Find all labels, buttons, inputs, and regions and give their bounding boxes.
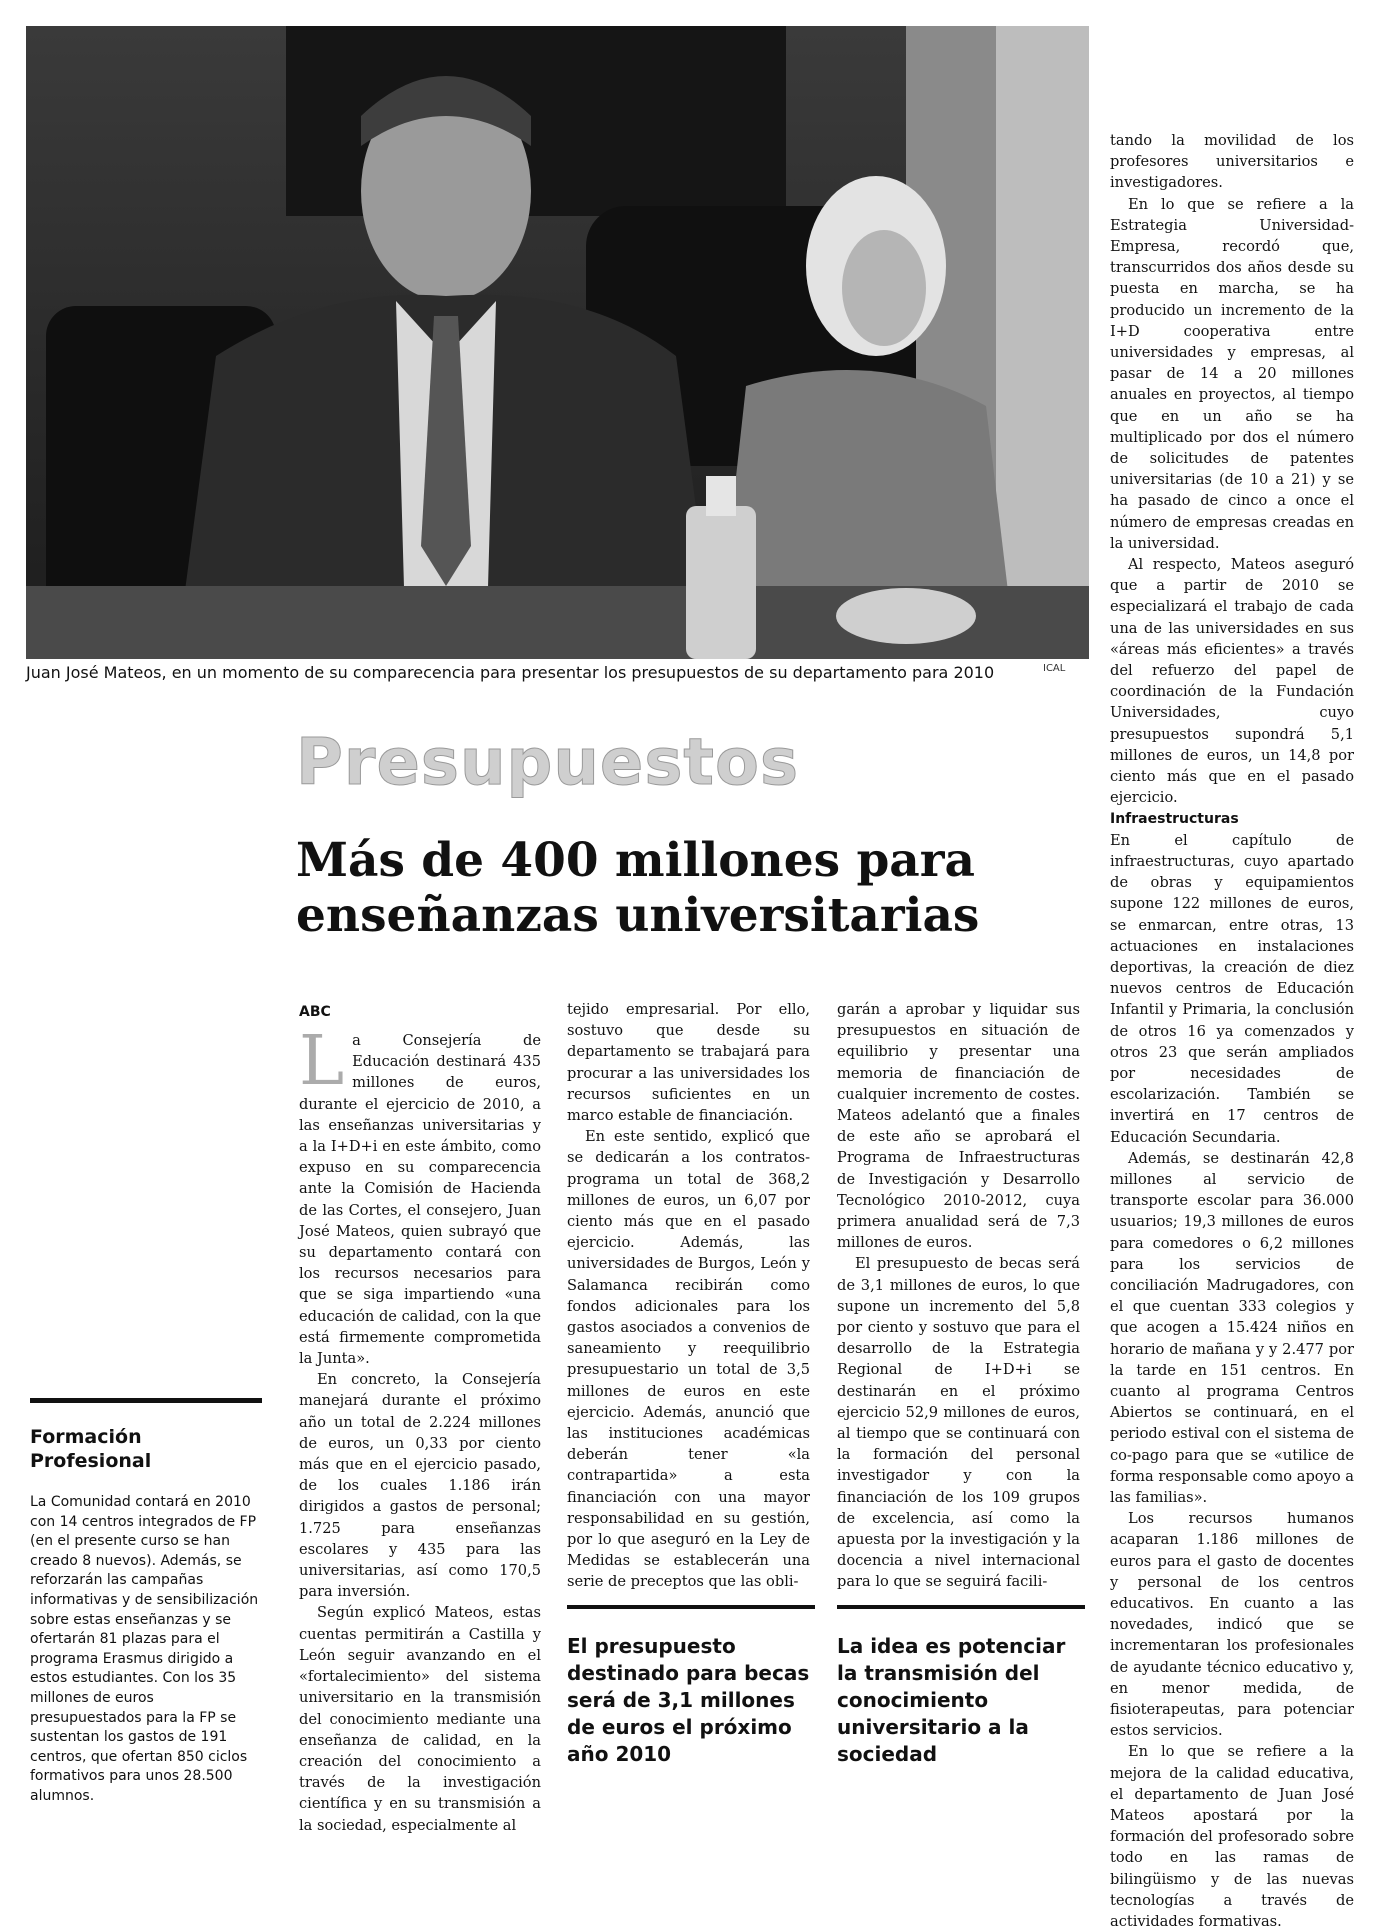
- article-paragraph: La Consejería de Educación destinará 435 millones de euros, durante el ejercicio de 2010, a las enseñanzas universitarias y a la I+D+i en este ámbito, como expuso en su comparecencia ante la Comisión de Hacienda de las Cortes, el consejero, Juan José Mateos, quien subrayó que su departamento contará con los recursos necesarios para que se siga impartiendo «una educación de calidad, con la que está firmemente comprometida la Junta».: [299, 1022, 541, 1368]
- pull-quote: La idea es potenciar la transmisión del conocimiento universitario a la sociedad: [837, 1605, 1085, 1768]
- article-paragraph: En el capítulo de infraestructuras, cuyo apartado de obras y equipamientos supone 122 millones de euros, se enmarcan, entre otras, 13 actuaciones en instalaciones deportivas, la creación de diez nuevos centros de Educación Infantil y Primaria, la conclusión de otros 16 ya comenzados y otros 23 que serán ampliados por necesidades de escolarización. También se invertirá en 17 centros de Educación Secundaria.: [1110, 831, 1354, 1146]
- pull-quote: El presupuesto destinado para becas será de 3,1 millones de euros el próximo año 2010: [567, 1605, 815, 1768]
- article-paragraph: Los recursos humanos acaparan 1.186 millones de euros para el gasto de docentes y personal de los centros educativos. En cuanto a las novedades, indicó que se incrementaran los profesionales de ayudante técnico educativo y, en menor medida, de fisioterapeutas, para potenciar estos servicios.: [1110, 1510, 1354, 1740]
- article-paragraph: En lo que se refiere a la mejora de la calidad educativa, el departamento de Juan José Mateos apostará por la formación del profesorado sobre todo en las ramas de bilingüismo y de las nuevas tecnologías a través de actividades formativas.: [1110, 1743, 1354, 1931]
- photo-illustration: [26, 26, 1089, 659]
- article-column-3: [837, 999, 1080, 1593]
- article-paragraph: El presupuesto de becas será de 3,1 millones de euros, lo que supone un incremento del 5,8 por ciento y sostuvo que para el desarrollo de la Estrategia Regional de I+D+i se destinarán en el próximo ejercicio 52,9 millones de euros, al tiempo que se continuará con la formación del personal investigador y con la financiación de los 109 grupos de excelencia, así como la apuesta por la investigación y la docencia a nivel internacional para lo que se seguirá facili-: [837, 1255, 1080, 1591]
- article-paragraph: Según explicó Mateos, estas cuentas permitirán a Castilla y León seguir avanzando en el «fortalecimiento» del sistema universitario en la transmisión del conocimiento mediante una enseñanza de calidad, en la creación del conocimiento a través de la investigación científica y en su transmisión a la sociedad, especialmente al: [299, 1604, 541, 1834]
- sidebar-body: La Comunidad contará en 2010 con 14 centros integrados de FP (en el presente curso se han creado 8 nuevos). Además, se reforzarán las campañas informativas y de sensibilización sobre estas enseñanzas y se ofertarán 81 plazas para el programa Erasmus dirigido a estos estudiantes. Con los 35 millones de euros presupuestados para la FP se sustentan los gastos de 191 centros, que ofertan 850 ciclos formativos para unos 28.500 alumnos.: [30, 1494, 259, 1804]
- article-subhead: Infraestructuras: [1110, 810, 1239, 827]
- news-photo: [26, 26, 1089, 659]
- article-paragraph: Al respecto, Mateos aseguró que a partir de 2010 se especializará el trabajo de cada una de las universidades en sus «áreas más eficientes» a través del refuerzo del papel de coordinación de la Fundación Universidades, cuyo presupuestos supondrá 5,1 millones de euros, un 14,8 por ciento más que en el pasado ejercicio.: [1110, 556, 1354, 807]
- article-paragraph: tejido empresarial. Por ello, sostuvo que desde su departamento se trabajará para procurar a las universidades los recursos suficientes en un marco estable de financiación.: [567, 1001, 810, 1125]
- article-paragraph: Además, se destinarán 42,8 millones al servicio de transporte escolar para 36.000 usuarios; 19,3 millones de euros para comedores o 6,2 millones para los servicios de conciliación Madrugadores, con el que cuentan 333 colegios y que acogen a 15.424 niños en horario de mañana y y 2.477 por la tarde en 151 centros. En cuanto al programa Centros Abiertos se continuará, en el periodo estival con el sistema de co-pago para que se «utilice de forma responsable como apoyo a las familias».: [1110, 1149, 1354, 1506]
- article-paragraph: garán a aprobar y liquidar sus presupuestos en situación de equilibrio y presentar una memoria de financiación de cualquier incremento de costes. Mateos adelantó que a finales de este año se aprobará el Programa de Infraestructuras de Investigación y Desarrollo Tecnológico 2010-2012, cuya primera anualidad será de 7,3 millones de euros.: [837, 1001, 1080, 1252]
- sidebar-box: [30, 1398, 262, 1807]
- drop-cap: L: [299, 1022, 345, 1101]
- headline: Más de 400 millones para enseñanzas universitarias: [296, 833, 980, 943]
- article-column-4: [1110, 130, 1354, 1932]
- article-column-2: [567, 999, 810, 1593]
- article-paragraph: tando la movilidad de los profesores universitarios e investigadores.: [1110, 132, 1354, 192]
- article-paragraph: En lo que se refiere a la Estrategia Universidad-Empresa, recordó que, transcurridos dos años desde su puesta en marcha, se ha producido un incremento de la I+D cooperativa entre universidades y empresas, al pasar de 14 a 20 millones anuales en proyectos, al tiempo que en un año se ha multiplicado por dos el número de solicitudes de patentes universitarias (de 10 a 21) y se ha pasado de cinco a once el número de empresas creadas en la universidad.: [1110, 195, 1354, 552]
- article-paragraph: En este sentido, explicó que se dedicarán a los contratos-programa un total de 368,2 millones de euros, un 6,07 por ciento más que en el pasado ejercicio. Además, las universidades de Burgos, León y Salamanca recibirán como fondos adicionales para los gastos asociados a convenios de saneamiento y reequilibrio presupuestario un total de 3,5 millones de euros en este ejercicio. Además, anunció que las instituciones académicas deberán tener «la contrapartida» a esta financiación con una mayor responsabilidad en su gestión, por lo que aseguró en la Ley de Medidas se establecerán una serie de preceptos que las obli-: [567, 1128, 810, 1591]
- photo-credit: ICAL: [1043, 663, 1066, 674]
- article-paragraph: En concreto, la Consejería manejará durante el próximo año un total de 2.224 millones de euros, un 0,33 por ciento más que en el ejercicio pasado, de los cuales 1.186 irán dirigidos a gastos de personal; 1.725 para enseñanzas escolares y 435 para las universitarias, así como 170,5 para inversión.: [299, 1371, 541, 1601]
- byline: ABC: [299, 1004, 331, 1020]
- photo-caption: Juan José Mateos, en un momento de su comparecencia para presentar los presupuestos de su departamento para 2010: [26, 663, 995, 682]
- section-kicker: Presupuestos: [296, 726, 800, 800]
- article-column-1: [299, 1022, 541, 1836]
- sidebar-title: Formación Profesional: [30, 1426, 152, 1472]
